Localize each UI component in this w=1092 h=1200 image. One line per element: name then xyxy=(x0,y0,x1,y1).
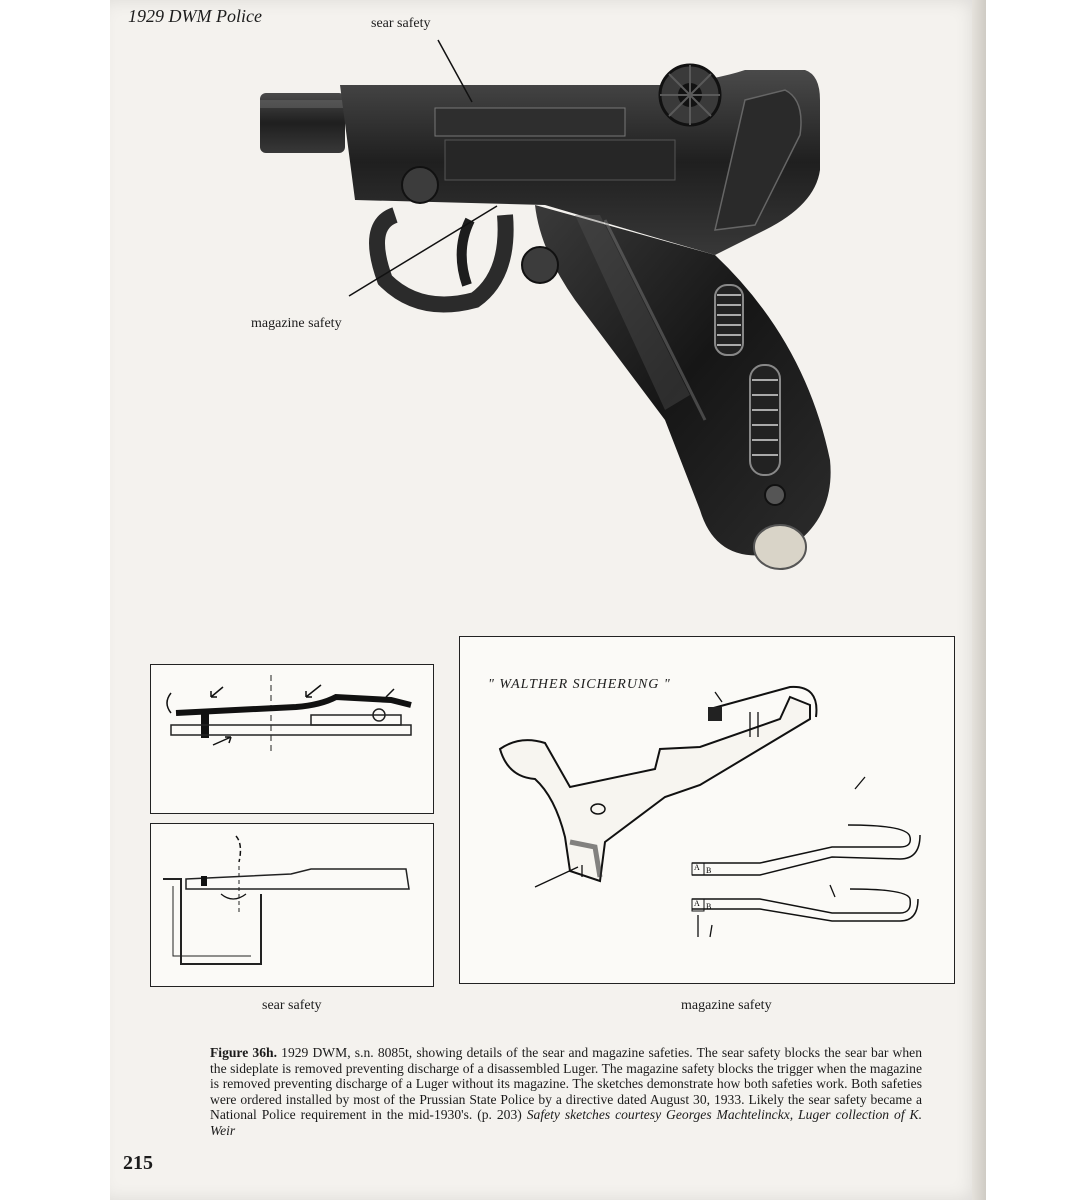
part-letter-a: A xyxy=(694,899,700,908)
magazine-safety-sketch-caption: magazine safety xyxy=(681,998,772,1013)
magazine-safety-sketch xyxy=(459,636,955,984)
magazine-safety-callout: magazine safety xyxy=(251,316,342,331)
part-letter-b: B xyxy=(706,902,712,911)
figure-caption xyxy=(210,1045,922,1139)
sear-safety-pointer xyxy=(430,36,490,106)
grip xyxy=(535,205,831,555)
figure-label: Figure 36h. xyxy=(210,1045,277,1060)
sear-safety-sketch-upper xyxy=(150,664,434,814)
sear-safety-callout: sear safety xyxy=(371,16,431,31)
running-head: 1929 DWM Police xyxy=(128,6,262,26)
walther-sicherung-title: " WALTHER SICHERUNG " xyxy=(488,677,671,692)
luger-pistol-photo xyxy=(245,40,845,580)
magazine-base xyxy=(754,525,806,569)
page-number: 215 xyxy=(123,1152,153,1174)
magazine-safety-pointer xyxy=(345,200,505,300)
figure-credit: Safety sketches courtesy Georges Machtelinckx, Luger collection of K. Weir xyxy=(210,1107,922,1138)
part-letter-a: A xyxy=(694,863,700,872)
part-letter-b: B xyxy=(706,866,712,875)
sear-safety-sketch-caption: sear safety xyxy=(262,998,322,1013)
sear-safety-sketch-lower xyxy=(150,823,434,987)
page-edge-shadow xyxy=(972,0,986,1200)
figure-text: 1929 DWM, s.n. 8085t, showing details of the sear and magazine safeties. The sear safety blocks the sear bar when the sideplate is removed preventing discharge of a disassembled Luger. The magazine safety blocks the trigger when the magazine is removed preventing discharge of a Luger without its magazine. The sketches demonstrate how both safeties work. Both safeties were ordered installed by most of the Prussian State Police by a directive dated August 30, 1933. Likely the sear safety became a National Police requirement in the mid-1930's. (p. 203) xyxy=(210,1045,922,1123)
